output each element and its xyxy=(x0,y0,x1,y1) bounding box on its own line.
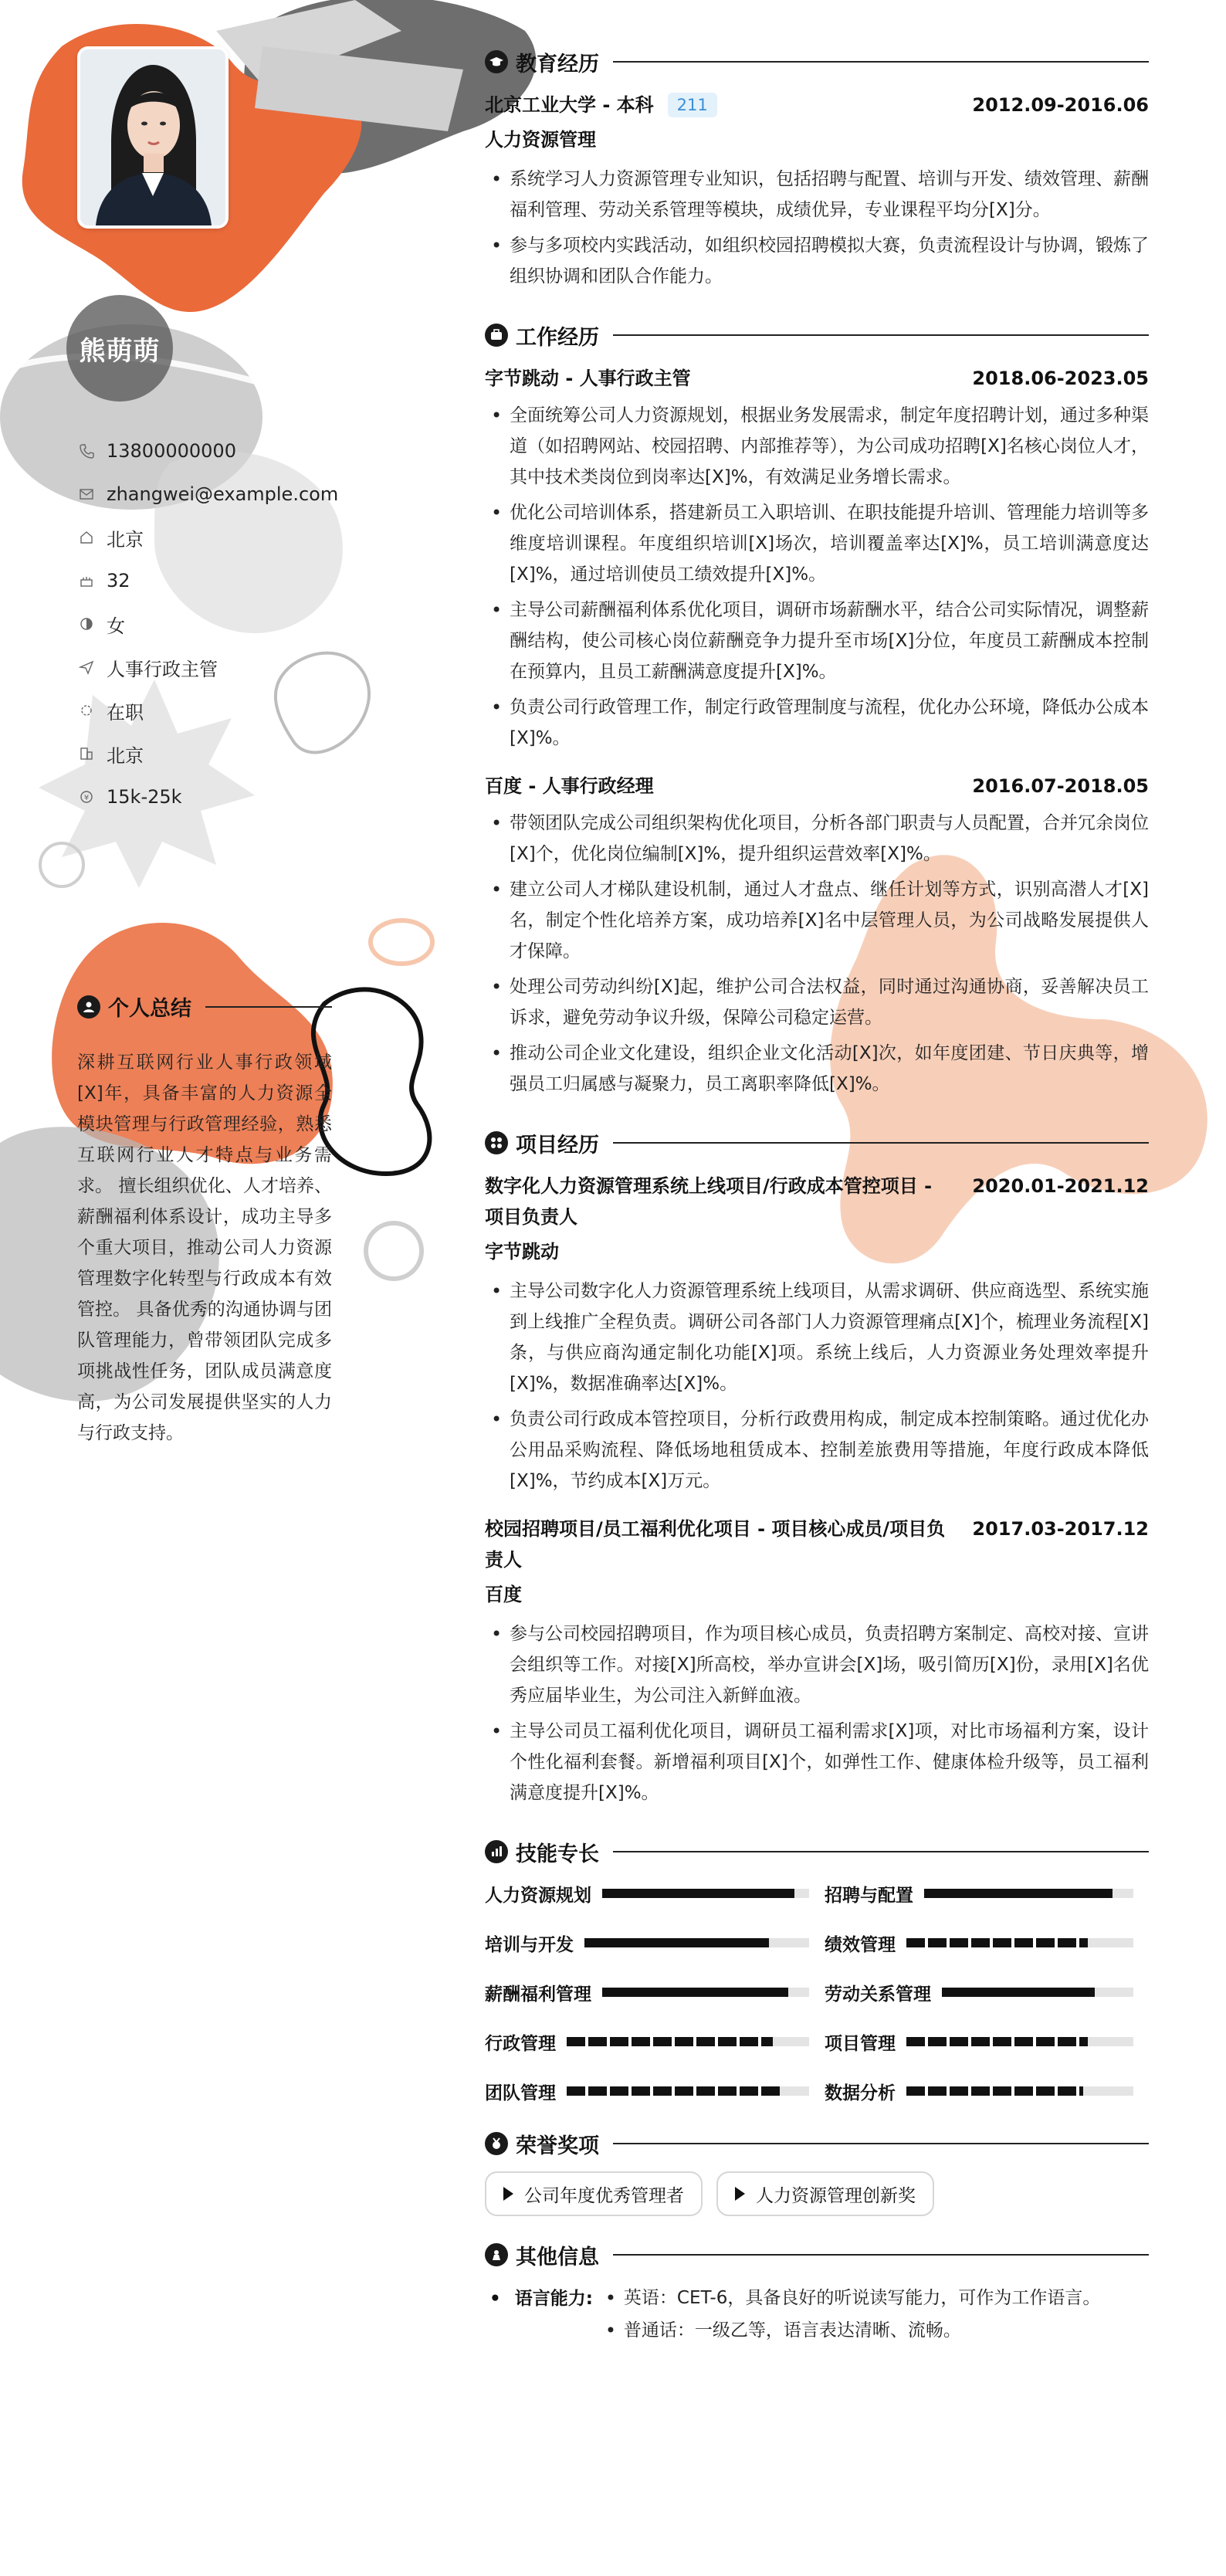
list-item: • 带领团队完成公司组织架构优化项目，分析各部门职责与人员配置，合并冗余岗位[X]个，优化岗位编制[X]%，提升组织运营效率[X]%。 xyxy=(485,808,1149,869)
summary-section-title: 个人总结 xyxy=(77,991,332,1022)
list-item: • 处理公司劳动纠纷[X]起，维护公司合法权益，同时通过沟通协商，妥善解决员工诉求，避免劳动争议升级，保障公司稳定运营。 xyxy=(485,971,1149,1033)
skill-level-bar xyxy=(924,1889,1133,1898)
skill-item xyxy=(485,2028,825,2056)
other-section-title: 其他信息 xyxy=(485,2239,1149,2270)
job-date: 2016.07-2018.05 xyxy=(972,775,1149,797)
list-item: • 建立公司人才梯队建设机制，通过人才盘点、继任计划等方式，识别高潜人才[X]名，制定个性化培养方案，成功培养[X]名中层管理人员，为公司战略发展提供人才保障。 xyxy=(485,874,1149,967)
work-section-title: 工作经历 xyxy=(485,320,1149,351)
awards-list xyxy=(485,2171,1149,2216)
school-name: 北京工业大学 - 本科 xyxy=(485,94,654,116)
skill-level-fill xyxy=(906,2086,1083,2096)
other-info: • 语言能力: • 英语：CET-6，具备良好的听说读写能力，可作为工作语言。 • 普通话：一级乙等，语言表达清晰、流畅。 xyxy=(485,2283,1149,2347)
work-bullets xyxy=(485,808,1149,1100)
skill-name: 团队管理 xyxy=(485,2083,556,2103)
skill-level-fill xyxy=(602,1889,794,1898)
gender-icon xyxy=(77,615,96,633)
profile-photo-frame xyxy=(77,46,229,229)
skill-level-fill xyxy=(942,1988,1095,1997)
skill-level-fill xyxy=(567,2037,773,2046)
awards-section-title: 荣誉奖项 xyxy=(485,2128,1149,2159)
project-bullets xyxy=(485,1618,1149,1808)
orange-ring xyxy=(371,920,432,964)
info-icon xyxy=(485,2243,508,2266)
project-section-title: 项目经历 xyxy=(485,1127,1149,1158)
skills-section-title: 技能专长 xyxy=(485,1836,1149,1867)
briefcase-icon xyxy=(485,324,508,347)
work-bullets xyxy=(485,400,1149,754)
summary-text: 深耕互联网行业人事行政领域[X]年，具备丰富的人力资源全模块管理与行政管理经验，熟悉互联网行业人才特点与业务需求。 擅长组织优化、人才培养、薪酬福利体系设计，成功主导多个重大项目，推动公司人力资源管理数字化转型与行政成本有效管控。 具备优秀的沟通协调与团队管理能力，曾带领团队完成多项挑战性任务，团队成员满意度高，为公司发展提供坚实的人力与行政支持。 xyxy=(77,1052,332,1443)
info-row-home: 北京 xyxy=(77,516,355,559)
skill-item xyxy=(825,1978,1149,2006)
skill-item xyxy=(485,1929,825,1957)
education-bullets xyxy=(485,164,1149,292)
skill-item xyxy=(825,1879,1149,1907)
skill-level-bar xyxy=(906,1938,1133,1947)
skill-name: 绩效管理 xyxy=(825,1934,896,1955)
skill-name: 数据分析 xyxy=(825,2083,896,2103)
skill-level-bar xyxy=(906,2086,1133,2096)
skill-level-bar xyxy=(906,2037,1133,2046)
section-divider xyxy=(613,1142,1149,1144)
gray-ring-small xyxy=(40,843,83,886)
list-item: • 系统学习人力资源管理专业知识，包括招聘与配置、培训与开发、绩效管理、薪酬福利管理、劳动关系管理等模块，成绩优异，专业课程平均分[X]分。 xyxy=(485,164,1149,225)
graduation-cap-icon xyxy=(485,50,508,73)
skill-name: 人力资源规划 xyxy=(485,1885,591,1906)
list-item: • 负责公司行政管理工作，制定行政管理制度与流程，优化办公环境，降低办公成本[X]%。 xyxy=(485,692,1149,754)
skill-level-fill xyxy=(584,1938,769,1947)
name-badge xyxy=(66,295,173,402)
skill-level-fill xyxy=(924,1889,1113,1898)
project-bullets xyxy=(485,1276,1149,1496)
list-item: • 负责公司行政成本管控项目，分析行政费用构成，制定成本控制策略。通过优化办公用品采购流程、降低场地租赁成本、控制差旅费用等措施，年度行政成本降低[X]%，节约成本[X]万元。 xyxy=(485,1404,1149,1496)
user-icon xyxy=(77,995,100,1019)
svg-text:¥: ¥ xyxy=(83,794,90,802)
project-date: 2020.01-2021.12 xyxy=(972,1175,1149,1197)
send-icon xyxy=(77,658,96,676)
info-row-age: 32 xyxy=(77,559,355,602)
email-icon xyxy=(77,485,96,503)
grid-icon xyxy=(485,1131,508,1154)
skill-name: 薪酬福利管理 xyxy=(485,1984,591,2005)
skill-level-fill xyxy=(567,2086,780,2096)
section-divider xyxy=(613,2254,1149,2256)
skill-level-bar xyxy=(567,2037,809,2046)
skill-level-fill xyxy=(906,2037,1088,2046)
profile-photo xyxy=(80,49,225,225)
list-item: • 参与公司校园招聘项目，作为项目核心成员，负责招聘方案制定、高校对接、宣讲会组织等工作。对接[X]所高校，举办宣讲会[X]场，吸引简历[X]份，录用[X]名优秀应届毕业生，为公司注入新鲜血液。 xyxy=(485,1618,1149,1711)
list-item: • 英语：CET-6，具备良好的听说读写能力，可作为工作语言。 xyxy=(599,2283,1100,2313)
skill-item xyxy=(485,1978,825,2006)
list-item: • 参与多项校内实践活动，如组织校园招聘模拟大赛，负责流程设计与协调，锻炼了组织协调和团队合作能力。 xyxy=(485,230,1149,292)
play-icon xyxy=(503,2187,513,2201)
skill-name: 培训与开发 xyxy=(485,1934,574,1955)
info-row-phone: 13800000000 xyxy=(77,429,355,473)
section-divider xyxy=(205,1006,332,1008)
language-list xyxy=(599,2283,1100,2347)
info-row-salary: ¥ 15k-25k xyxy=(77,775,355,819)
age-icon xyxy=(77,571,96,590)
gray-ring-bottom xyxy=(366,1223,422,1279)
job-date: 2018.06-2023.05 xyxy=(972,368,1149,389)
city-icon xyxy=(77,744,96,763)
award-item: 公司年度优秀管理者 xyxy=(485,2171,703,2216)
main-column xyxy=(485,46,1149,2347)
list-item: • 普通话：一级乙等，语言表达清晰、流畅。 xyxy=(599,2315,1100,2346)
education-major: 人力资源管理 xyxy=(485,129,596,151)
work-entry-header xyxy=(485,363,1149,394)
project-company: 字节跳动 xyxy=(485,1241,559,1263)
list-item: • 主导公司数字化人力资源管理系统上线项目，从需求调研、供应商选型、系统实施到上线推广全程负责。调研公司各部门人力资源管理痛点[X]个，梳理业务流程[X]条，与供应商沟通定制化功能[X]项。系统上线后，人力资源业务处理效率提升[X]%，数据准确率达[X]%。 xyxy=(485,1276,1149,1399)
info-row-position: 人事行政主管 xyxy=(77,646,355,689)
list-item: • 推动公司企业文化建设，组织企业文化活动[X]次，如年度团建、节日庆典等，增强员工归属感与凝聚力，员工离职率降低[X]%。 xyxy=(485,1038,1149,1100)
skill-item xyxy=(825,2077,1149,2105)
list-item: • 优化公司培训体系，搭建新员工入职培训、在职技能提升培训、管理能力培训等多维度培训课程。年度组织培训[X]场次，培训覆盖率达[X]%，员工培训满意度达[X]%，通过培训使员工绩效提升[X]%。 xyxy=(485,497,1149,590)
list-item: • 主导公司薪酬福利体系优化项目，调研市场薪酬水平，结合公司实际情况，调整薪酬结构，使公司核心岗位薪酬竞争力提升至市场[X]分位，年度员工薪酬成本控制在预算内，且员工薪酬满意度提升[X]%。 xyxy=(485,595,1149,687)
education-date: 2012.09-2016.06 xyxy=(972,94,1149,116)
info-row-city: 北京 xyxy=(77,732,355,775)
list-item: • 全面统筹公司人力资源规划，根据业务发展需求，制定年度招聘计划，通过多种渠道（如招聘网站、校园招聘、内部推荐等），为公司成功招聘[X]名核心岗位人才，其中技术类岗位到岗率达[X]%，有效满足业务增长需求。 xyxy=(485,400,1149,493)
skill-item xyxy=(825,1929,1149,1957)
skill-level-bar xyxy=(584,1938,809,1947)
home-icon xyxy=(77,528,96,547)
skill-name: 招聘与配置 xyxy=(825,1885,913,1906)
status-icon xyxy=(77,701,96,720)
bar-chart-icon xyxy=(485,1840,508,1863)
project-title: 校园招聘项目/员工福利优化项目 - 项目核心成员/项目负责人 xyxy=(485,1518,946,1571)
skill-name: 行政管理 xyxy=(485,2033,556,2054)
skill-item xyxy=(485,1879,825,1907)
education-section-title: 教育经历 xyxy=(485,46,1149,77)
section-divider xyxy=(613,334,1149,336)
skill-level-bar xyxy=(602,1988,809,1997)
project-entry-header xyxy=(485,1171,1149,1232)
skill-name: 项目管理 xyxy=(825,2033,896,2054)
job-title: 百度 - 人事行政经理 xyxy=(485,775,654,797)
project-date: 2017.03-2017.12 xyxy=(972,1518,1149,1540)
salary-icon xyxy=(77,788,96,806)
skills-grid xyxy=(485,1879,1149,2105)
section-divider xyxy=(613,1851,1149,1852)
skill-item xyxy=(825,2028,1149,2056)
avatar-illustration xyxy=(80,49,225,225)
skill-level-bar xyxy=(602,1889,809,1898)
language-label: 语言能力: xyxy=(514,2289,593,2309)
skill-level-fill xyxy=(602,1988,788,1997)
skill-name: 劳动关系管理 xyxy=(825,1984,931,2005)
info-row-gender: 女 xyxy=(77,602,355,646)
work-entry-header xyxy=(485,771,1149,802)
education-entry-header xyxy=(485,90,1149,120)
info-row-status: 在职 xyxy=(77,689,355,732)
person-name: 熊萌萌 xyxy=(79,335,161,367)
list-item: • 主导公司员工福利优化项目，调研员工福利需求[X]项，对比市场福利方案，设计个性化福利套餐。新增福利项目[X]个，如弹性工作、健康体检升级等，员工福利满意度提升[X]%。 xyxy=(485,1716,1149,1808)
play-icon xyxy=(735,2187,745,2201)
medal-icon xyxy=(485,2132,508,2155)
skill-level-bar xyxy=(567,2086,809,2096)
section-divider xyxy=(613,61,1149,63)
section-divider xyxy=(613,2143,1149,2144)
skill-level-fill xyxy=(906,1938,1088,1947)
skill-item xyxy=(485,2077,825,2105)
project-entry-header xyxy=(485,1513,1149,1575)
project-title: 数字化人力资源管理系统上线项目/行政成本管控项目 - 项目负责人 xyxy=(485,1175,933,1228)
job-title: 字节跳动 - 人事行政主管 xyxy=(485,368,691,389)
contact-info-list xyxy=(77,429,355,819)
award-item: 人力资源管理创新奖 xyxy=(716,2171,934,2216)
phone-icon xyxy=(77,442,96,460)
skill-level-bar xyxy=(942,1988,1133,1997)
school-tag-badge: 211 xyxy=(668,93,717,117)
project-company: 百度 xyxy=(485,1584,522,1605)
info-row-email: zhangwei@example.com xyxy=(77,473,355,516)
